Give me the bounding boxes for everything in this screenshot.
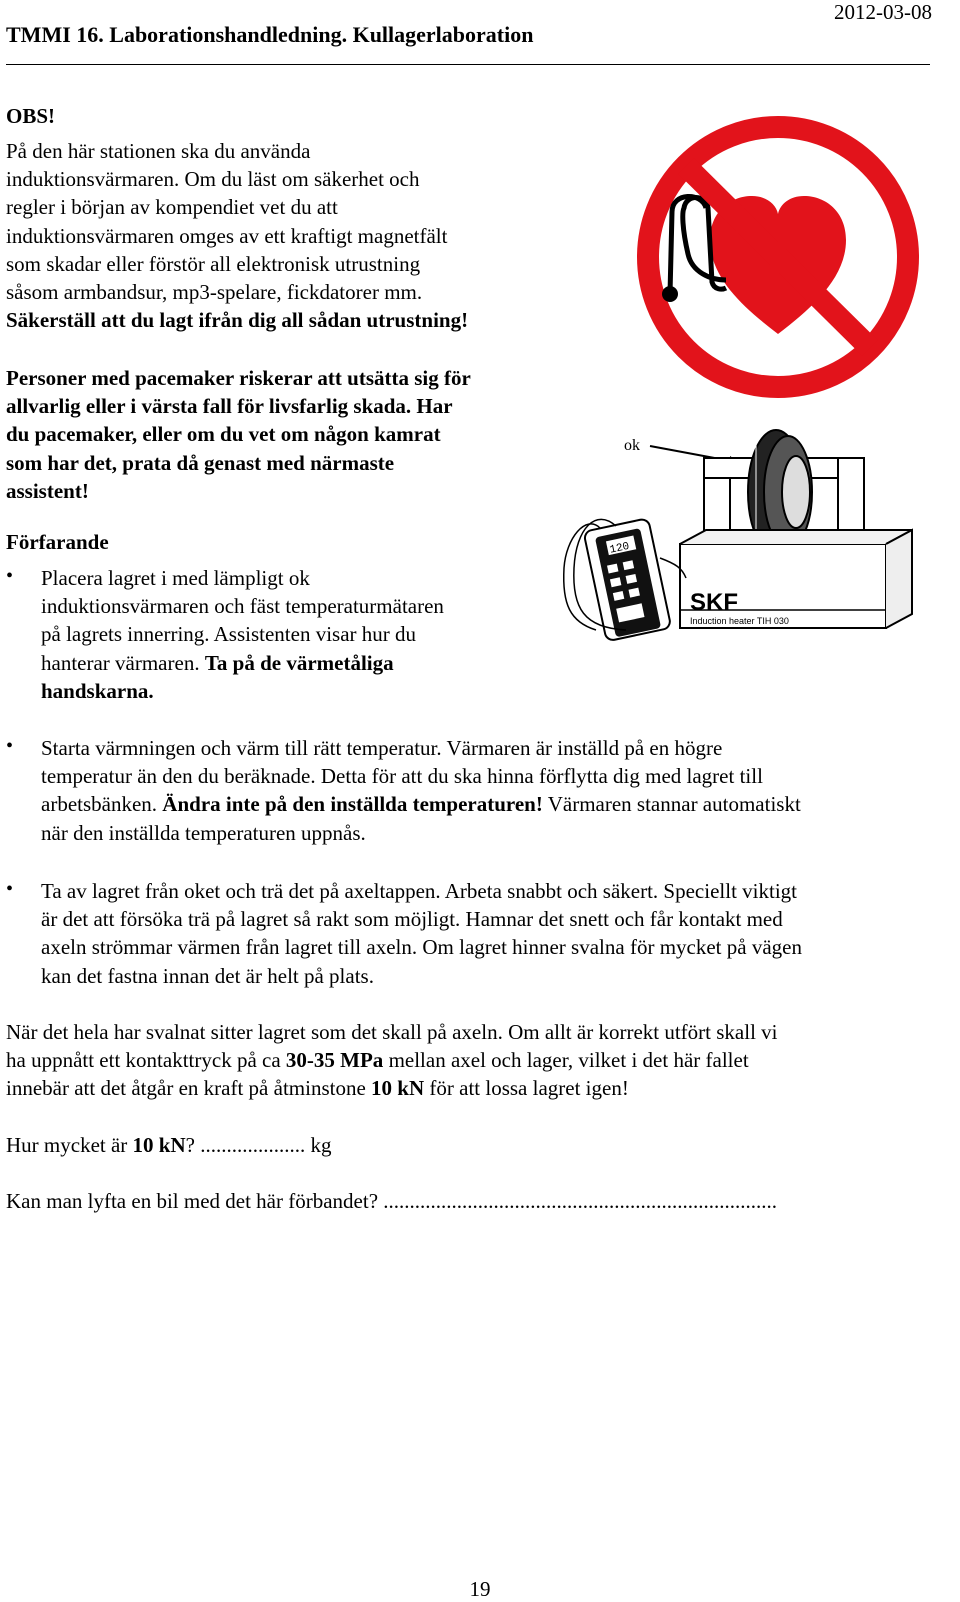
conclusion-line: När det hela har svalnat sitter lagret som det skall på axeln. Om allt är korrekt utfört skall vi <box>6 1020 778 1044</box>
page-number: 19 <box>469 1577 491 1601</box>
warning-line: assistent! <box>6 478 89 503</box>
question-1 <box>6 1131 331 1159</box>
warning-line: Personer med pacemaker riskerar att utsätta sig för <box>6 366 471 390</box>
procedure-step-2 <box>41 734 801 847</box>
warning-line: du pacemaker, eller om du vet om någon kamrat <box>6 422 441 447</box>
conclusion-text: mellan axel och lager, vilket i det här fallet <box>388 1048 749 1073</box>
step-line: arbetsbänken. <box>41 792 158 817</box>
procedure-step-1 <box>41 564 444 705</box>
warning-line: som har det, prata då genast med närmaste <box>6 450 395 475</box>
obs-warning: Säkerställ att du lagt ifrån dig all sådan utrustning! <box>6 308 469 333</box>
gloves-instruction: Ta på de värmetåliga <box>204 650 394 675</box>
obs-line: såsom armbandsur, mp3-spelare, fickdatorer mm. <box>6 280 423 305</box>
obs-line: regler i början av kompendiet vet du att <box>6 195 338 220</box>
ok-label: ok <box>624 437 640 454</box>
document-title: TMMI 16. Laborationshandledning. Kullagerlaboration <box>6 22 534 47</box>
question-text: Hur mycket är <box>6 1133 128 1157</box>
header-divider <box>6 64 930 65</box>
question-answer-blank: ? .................... kg <box>185 1133 332 1157</box>
force-value: 10 kN <box>371 1076 425 1101</box>
display-readout: 120 <box>608 540 631 557</box>
procedure-heading: Förfarande <box>6 530 109 554</box>
document-date: 2012-03-08 <box>834 0 932 24</box>
question-force-value: 10 kN <box>132 1133 186 1157</box>
obs-line: som skadar eller förstör all elektronisk utrustning <box>6 251 421 276</box>
no-pacemaker-sign-icon <box>626 112 932 402</box>
obs-paragraph <box>6 137 468 334</box>
conclusion-text: för att lossa lagret igen! <box>429 1076 629 1101</box>
step-line: Ta av lagret från oket och trä det på axeltappen. Arbeta snabbt och säkert. Speciellt viktigt <box>41 879 797 903</box>
warning-line: allvarlig eller i värsta fall för livsfarlig skada. Har <box>6 394 453 419</box>
conclusion-paragraph <box>6 1018 778 1103</box>
step-line: Värmaren stannar automatiskt <box>547 792 801 817</box>
obs-line: induktionsvärmaren omges av ett kraftigt magnetfält <box>6 223 448 248</box>
gloves-instruction-end: handskarna. <box>41 678 154 703</box>
step-line: är det att försöka trä på lagret så rakt som möjligt. Hamnar det snett och får kontakt med <box>41 907 783 932</box>
skf-logo: SKF <box>690 589 738 616</box>
obs-line: På den här stationen ska du använda <box>6 139 311 163</box>
temperature-warning: Ändra inte på den inställda temperaturen! <box>162 792 543 817</box>
obs-line: induktionsvärmaren. Om du läst om säkerhet och <box>6 167 420 192</box>
pacemaker-warning <box>6 364 471 505</box>
bullet-icon: • <box>6 565 14 587</box>
step-line: Starta värmningen och värm till rätt temperatur. Värmaren är inställd på en högre <box>41 736 723 760</box>
step-line: induktionsvärmaren och fäst temperaturmätaren <box>41 594 444 619</box>
conclusion-text: ha uppnått ett kontakttryck på ca <box>6 1048 281 1073</box>
step-line: axeln strömmar värmen från lagret till axeln. Om lagret hinner svalna för mycket på vägen <box>41 935 802 960</box>
step-line: när den inställda temperaturen uppnås. <box>41 820 366 845</box>
question-2: Kan man lyfta en bil med det här förbandet? ........................................................................... <box>6 1189 778 1213</box>
step-line: temperatur än den du beräknade. Detta för att du ska hinna förflytta dig med lagret till <box>41 764 763 789</box>
procedure-step-3 <box>41 877 802 990</box>
step-line: kan det fastna innan det är helt på plats. <box>41 963 374 988</box>
bullet-icon: • <box>6 878 14 900</box>
induction-heater-illustration <box>556 418 940 646</box>
step-line: hanterar värmaren. <box>41 650 200 675</box>
device-model-label: Induction heater TIH 030 <box>690 616 789 626</box>
bullet-icon: • <box>6 735 14 757</box>
step-line: Placera lagret i med lämpligt ok <box>41 566 310 590</box>
contact-pressure-value: 30-35 MPa <box>285 1048 384 1073</box>
obs-heading: OBS! <box>6 104 56 128</box>
step-line: på lagrets innerring. Assistenten visar hur du <box>41 622 417 647</box>
conclusion-text: innebär att det åtgår en kraft på åtminstone <box>6 1076 366 1101</box>
